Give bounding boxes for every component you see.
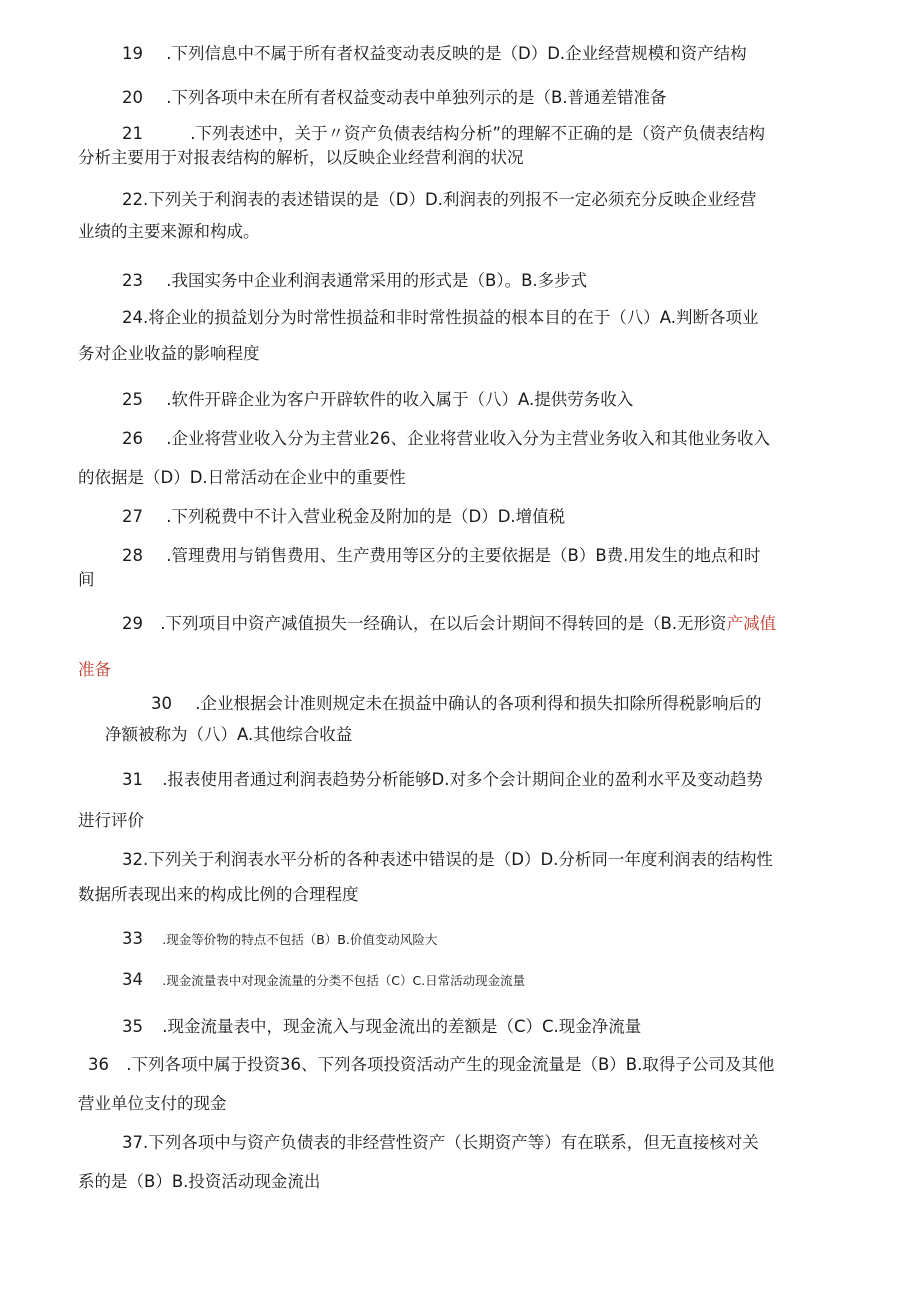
item-24-cont: 务对企业收益的影响程度 [78,344,260,363]
item-text: .软件开辟企业为客户开辟软件的收入属于（八）A.提供劳务收入 [166,390,634,409]
item-number: 21 [122,124,143,143]
item-20 [122,86,667,110]
item-21 [122,122,765,146]
item-30-cont: 净额被称为（八）A.其他综合收益 [105,725,353,744]
item-number: 19 [122,44,143,63]
item-number: 27 [122,507,143,526]
item-30 [151,692,762,716]
item-number: 34 [122,970,143,989]
item-34 [122,968,525,993]
item-36-cont: 营业单位支付的现金 [78,1094,227,1113]
item-29 [122,612,776,636]
item-35 [122,1015,641,1039]
item-text: .下列税费中不计入营业税金及附加的是（D）D.增值税 [166,507,566,526]
item-text: .下列信息中不属于所有者权益变动表反映的是（D）D.企业经营规模和资产结构 [166,44,747,63]
item-number: 25 [122,390,143,409]
item-21-cont: 分析主要用于对报表结构的解析，以反映企业经营利润的状况 [78,148,524,167]
item-number: 23 [122,271,143,290]
item-number: 20 [122,88,143,107]
item-number: 29 [122,614,143,633]
item-24: 24.将企业的损益划分为时常性损益和非时常性损益的根本目的在于（八）A.判断各项业 [122,308,759,327]
item-22-cont: 业绩的主要来源和构成。 [78,222,260,241]
item-32-cont: 数据所表现出来的构成比例的合理程度 [78,885,359,904]
item-33 [122,927,437,952]
item-number: 30 [151,694,172,713]
item-23 [122,269,587,293]
item-text: .现金流量表中对现金流量的分类不包括（C）C.日常活动现金流量 [162,973,526,988]
item-22: 22.下列关于利润表的表述错误的是（D）D.利润表的列报不一定必须充分反映企业经营 [122,190,757,209]
item-28-cont: 间 [78,570,95,589]
item-28 [122,544,760,568]
item-36 [88,1053,774,1077]
item-text: .下列各项中属于投资36、下列各项投资活动产生的现金流量是（B）B.取得子公司及其他 [126,1055,775,1074]
item-text: .我国实务中企业利润表通常采用的形式是（B）。B.多步式 [166,271,588,290]
item-number: 36 [88,1055,109,1074]
item-26 [122,427,770,451]
item-number: 28 [122,546,143,565]
item-text: .下列项目中资产减值损失一经确认，在以后会计期间不得转回的是（B.无形资 [160,614,727,633]
item-26-cont: 的依据是（D）D.日常活动在企业中的重要性 [78,468,406,487]
item-19 [122,42,747,66]
item-number: 31 [122,770,143,789]
item-text: .企业将营业收入分为主营业26、企业将营业收入分为主营业务收入和其他业务收入 [166,429,770,448]
item-text: .现金流量表中，现金流入与现金流出的差额是（C）C.现金净流量 [162,1017,642,1036]
item-27 [122,505,565,529]
item-text: .企业根据会计准则规定未在损益中确认的各项利得和损失扣除所得税影响后的 [195,694,762,713]
item-29-cont: 准备 [78,660,111,679]
item-text: .下列表述中，关于〃资产负债表结构分析”的理解不正确的是（资产负债表结构 [190,124,766,143]
item-text: .现金等价物的特点不包括（B）B.价值变动风险大 [162,932,438,947]
item-text: .管理费用与销售费用、生产费用等区分的主要依据是（B）B费.用发生的地点和时 [166,546,761,565]
item-text: .报表使用者通过利润表趋势分析能够D.对多个会计期间企业的盈利水平及变动趋势 [162,770,763,789]
item-37-cont: 系的是（B）B.投资活动现金流出 [78,1172,321,1191]
item-31 [122,768,763,792]
item-number: 33 [122,929,143,948]
item-25 [122,388,633,412]
item-number: 26 [122,429,143,448]
item-37: 37.下列各项中与资产负债表的非经营性资产（长期资产等）有在联系，但无直接核对关 [122,1133,759,1152]
highlighted-text: 产减值 [726,614,777,633]
item-31-cont: 进行评价 [78,811,144,830]
item-32: 32.下列关于利润表水平分析的各种表述中错误的是（D）D.分析同一年度利润表的结构性 [122,850,773,869]
item-number: 35 [122,1017,143,1036]
item-text: .下列各项中未在所有者权益变动表中单独列示的是（B.普通差错准备 [166,88,667,107]
